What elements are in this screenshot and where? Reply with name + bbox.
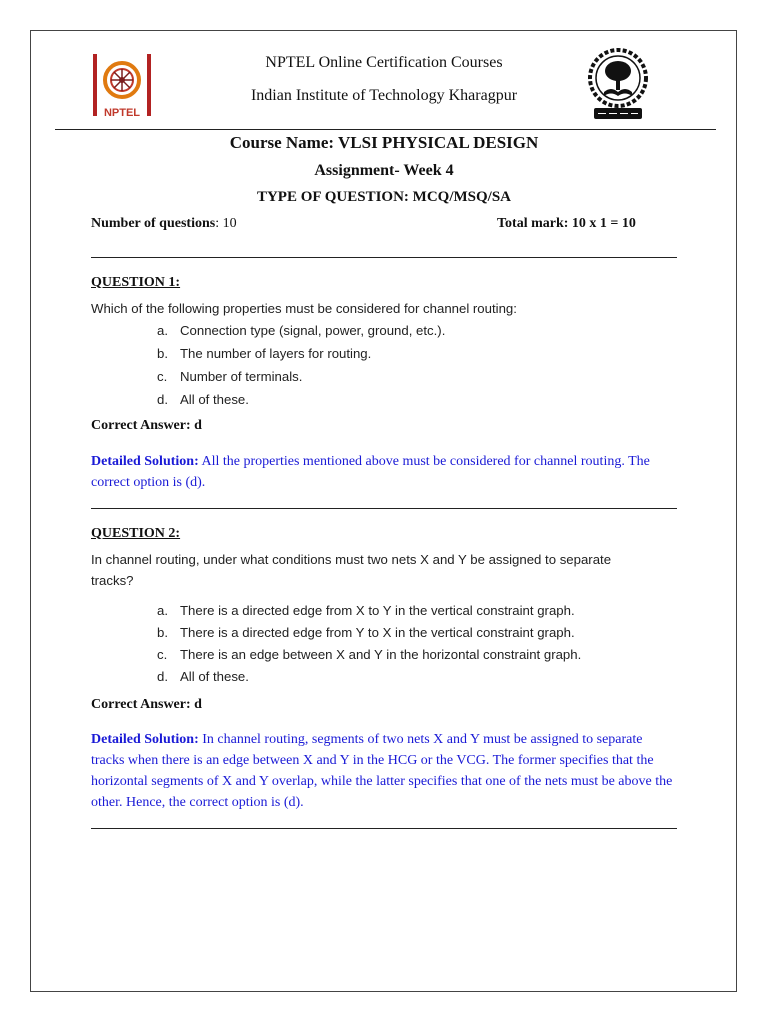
question-2-option-a: a. There is a directed edge from X to Y in the vertical constraint graph.	[157, 603, 575, 618]
question-2-answer: Correct Answer: d	[91, 697, 202, 712]
question-1-solution-label: Detailed Solution:	[91, 454, 199, 469]
question-1-option-b: b. The number of layers for routing.	[157, 346, 372, 361]
question-1-option-c: c. Number of terminals.	[157, 369, 303, 384]
question-2-option-c: c. There is an edge between X and Y in the horizontal constraint graph.	[157, 647, 582, 662]
question-2-solution-label: Detailed Solution:	[91, 732, 199, 747]
iit-seal-graphic	[586, 46, 650, 122]
question-2-option-b: b. There is a directed edge from Y to X in the vertical constraint graph.	[157, 625, 575, 640]
question-1-option-a: a. Connection type (signal, power, ground, etc.).	[157, 323, 446, 338]
header-line-2: Indian Institute of Technology Kharagpur	[250, 87, 518, 104]
total-mark: Total mark: 10 x 1 = 10	[497, 216, 636, 231]
question-2-text: In channel routing, under what conditions must two nets X and Y be assigned to separate tracks?	[91, 552, 612, 588]
question-2-heading: QUESTION 2:	[91, 526, 181, 541]
course-name: Course Name: VLSI PHYSICAL DESIGN	[229, 133, 539, 152]
question-1-divider	[91, 508, 677, 509]
question-2-solution-text: In channel routing, segments of two nets X and Y must be assigned to separate tracks when there is an edge between X and Y in the HCG or the VCG. The former specifies that the horizontal segments of X and Y overlap, while the latter specifies that one of the nets must be above the other. Hence, the correct option is (d).	[91, 732, 673, 810]
question-1-text: Which of the following properties must be considered for channel routing:	[91, 301, 517, 316]
header-line-1: NPTEL Online Certification Courses	[265, 54, 503, 71]
question-1-heading: QUESTION 1:	[91, 275, 181, 290]
section-divider	[91, 257, 677, 258]
header-divider	[55, 129, 716, 130]
number-of-questions-value: : 10	[215, 216, 237, 231]
question-2-option-d: d. All of these.	[157, 669, 249, 684]
question-2-solution	[91, 729, 677, 813]
question-1-answer: Correct Answer: d	[91, 418, 202, 433]
question-2-divider	[91, 828, 677, 829]
question-1-solution-text: All the properties mentioned above must be considered for channel routing. The correct option is (d).	[91, 454, 650, 490]
nptel-logo-text: NPTEL	[103, 107, 141, 119]
number-of-questions	[91, 216, 237, 232]
number-of-questions-label: Number of questions	[91, 216, 216, 231]
question-type: TYPE OF QUESTION: MCQ/MSQ/SA	[256, 189, 512, 205]
question-1-solution	[91, 451, 677, 493]
assignment-title: Assignment- Week 4	[314, 162, 454, 179]
iit-kharagpur-seal	[586, 46, 650, 122]
question-1-option-d: d. All of these.	[157, 392, 249, 407]
